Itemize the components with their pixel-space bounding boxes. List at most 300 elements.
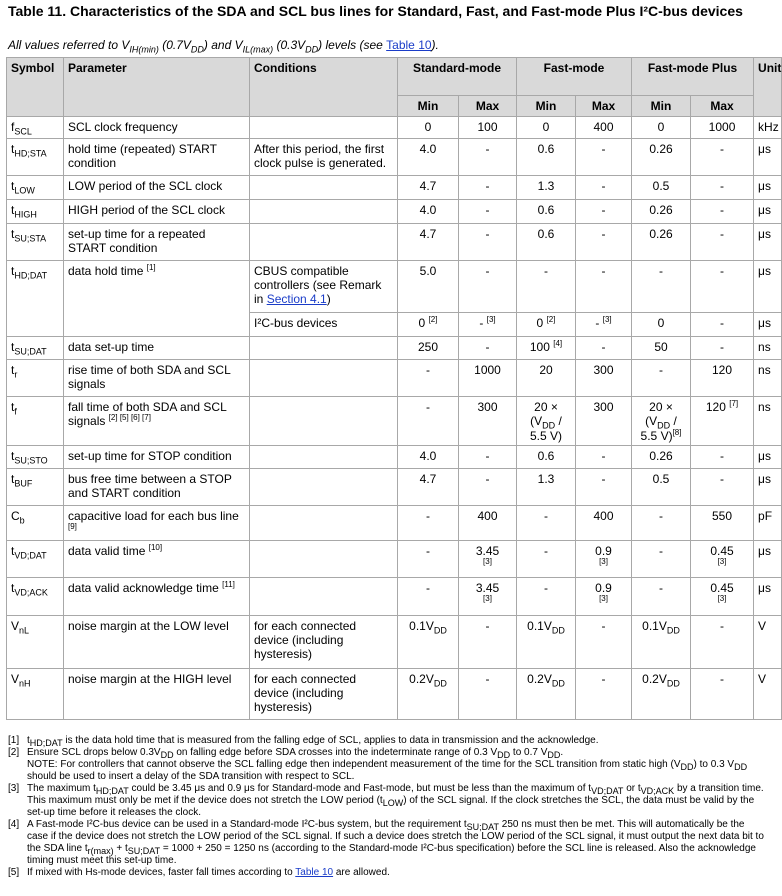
parameter-cell: noise margin at the HIGH level [64, 669, 250, 720]
note-fragment: should be used to insert a delay of the SDA transition with respect to SCL. [27, 771, 355, 782]
value-cell [691, 578, 754, 616]
footnote-ref: [3] [717, 557, 727, 567]
note-5 [8, 867, 765, 879]
note-text [27, 819, 765, 867]
value-text: 3.45 [475, 544, 500, 559]
value-cell: 0 [632, 117, 691, 139]
value-cell: - [517, 261, 576, 313]
value-text: / 5.5 V) [640, 414, 677, 444]
table-row [7, 669, 782, 720]
table-row [7, 261, 782, 313]
value-text: 20 × (V [530, 400, 558, 428]
value-cell [576, 578, 632, 616]
symbol-cell [7, 616, 64, 669]
value-text: 0.45 [710, 581, 734, 596]
table-row [7, 117, 782, 139]
note-number: [3] [8, 783, 20, 794]
subtitle-text: ) levels (see [318, 38, 387, 52]
value-cell: - [459, 261, 517, 313]
value-subscript: DD [551, 678, 565, 689]
symbol-subscript: VD;ACK [14, 587, 48, 598]
note-fragment: Ensure SCL drops below 0.3V [27, 747, 161, 758]
value-cell [517, 397, 576, 446]
symbol-subscript: nH [19, 678, 31, 689]
unit-cell: μs [754, 446, 782, 469]
value-cell: - [576, 176, 632, 200]
footnote-ref: [8] [672, 428, 682, 438]
header-symbol: Symbol [7, 58, 64, 117]
table-row [7, 176, 782, 200]
value-cell: 0.6 [517, 446, 576, 469]
value-text: 0.9 [595, 544, 612, 559]
unit-cell: V [754, 616, 782, 669]
unit-cell: μs [754, 139, 782, 176]
value-cell: - [517, 541, 576, 578]
conditions-cell [250, 261, 398, 313]
conditions-cell [250, 541, 398, 578]
note-fragment: A Fast-mode I²C-bus device can be used in a Standard-mode I²C-bus system, but the requirement t [27, 819, 467, 830]
value-cell: - [691, 313, 754, 337]
unit-cell: pF [754, 506, 782, 541]
conditions-cell [250, 224, 398, 261]
value-cell: - [632, 541, 691, 578]
conditions-text: ) [326, 292, 331, 306]
symbol-cell [7, 337, 64, 360]
conditions-cell: I²C-bus devices [250, 313, 398, 337]
value-subscript: DD [542, 420, 556, 431]
parameter-cell [64, 541, 250, 578]
parameter-cell [64, 261, 250, 337]
note-fragment: by a transition time. This maximum must only be met if the device does not stretch the LOW period (t [27, 783, 764, 806]
symbol-text: V [11, 672, 20, 687]
value-text: 0 [536, 316, 544, 330]
footnote-ref: [3] [599, 594, 608, 604]
symbol-text: t [11, 400, 15, 414]
value-cell: 0 [398, 117, 459, 139]
value-cell: - [632, 578, 691, 616]
note-2 [8, 747, 765, 783]
conditions-cell [250, 506, 398, 541]
value-text: 20 × (V [645, 400, 673, 428]
symbol-subscript: SU;DAT [14, 346, 47, 357]
conditions-cell [250, 397, 398, 446]
value-cell: 4.7 [398, 469, 459, 506]
symbol-subscript: nL [19, 625, 30, 636]
note-text [27, 783, 765, 819]
symbol-text: t [11, 449, 15, 464]
value-cell [632, 616, 691, 669]
characteristics-table [6, 57, 782, 720]
subtitle-text: ). [431, 38, 439, 52]
header-min: Min [398, 96, 459, 117]
conditions-cell: for each connected device (including hysteresis) [250, 669, 398, 720]
value-cell: 4.7 [398, 176, 459, 200]
header-min: Min [632, 96, 691, 117]
value-cell: 550 [691, 506, 754, 541]
note-1 [8, 735, 765, 747]
header-standard-mode: Standard-mode [398, 58, 517, 96]
value-cell: 0.6 [517, 200, 576, 224]
value-cell: 0.26 [632, 224, 691, 261]
value-cell: 400 [459, 506, 517, 541]
table-row [7, 506, 782, 541]
value-cell [398, 313, 459, 337]
section-4-1-link[interactable]: Section 4.1 [266, 292, 327, 306]
symbol-cell [7, 139, 64, 176]
header-max: Max [459, 96, 517, 117]
unit-cell: V [754, 669, 782, 720]
footnote-ref: [9] [68, 522, 77, 532]
value-cell [691, 397, 754, 446]
parameter-cell [64, 397, 250, 446]
note-fragment: on falling edge before SDA crosses into the indeterminate range of 0.3 V [173, 747, 498, 758]
table-row [7, 469, 782, 506]
value-cell: - [576, 200, 632, 224]
header-fast-mode-plus: Fast-mode Plus [632, 58, 754, 96]
note-3 [8, 783, 765, 819]
subtitle-subscript: DD [305, 44, 319, 55]
note-subscript: LOW [382, 798, 404, 808]
value-cell: - [576, 139, 632, 176]
symbol-subscript: BUF [14, 478, 33, 489]
value-cell: 0.5 [632, 176, 691, 200]
value-cell: 0.5 [632, 469, 691, 506]
note-subscript: DD [680, 762, 694, 772]
note-fragment: is the data hold time that is measured from the falling edge of SCL, applies to data in transmission and the acknowledge. [62, 735, 599, 746]
parameter-cell: noise margin at the LOW level [64, 616, 250, 669]
symbol-subscript: VD;DAT [14, 550, 47, 561]
parameter-cell: hold time (repeated) START condition [64, 139, 250, 176]
header-max: Max [691, 96, 754, 117]
note-subscript: DD [734, 762, 748, 772]
note-subscript: DD [497, 750, 511, 760]
symbol-cell [7, 469, 64, 506]
symbol-subscript: HD;DAT [14, 270, 48, 281]
value-cell [517, 669, 576, 720]
value-cell: 20 [517, 360, 576, 397]
value-cell: 1.3 [517, 469, 576, 506]
value-cell: - [398, 541, 459, 578]
value-cell: - [517, 506, 576, 541]
note-fragment: The maximum t [27, 783, 96, 794]
unit-cell: μs [754, 469, 782, 506]
value-cell: - [691, 224, 754, 261]
parameter-text: data valid acknowledge time [68, 581, 219, 596]
footnote-ref: [3] [599, 557, 608, 567]
conditions-cell [250, 578, 398, 616]
value-cell: 0.6 [517, 224, 576, 261]
note-subscript: SU;DAT [466, 822, 499, 832]
symbol-cell [7, 541, 64, 578]
value-cell [459, 578, 517, 616]
table-row [7, 139, 782, 176]
value-cell: 0 [632, 313, 691, 337]
parameter-cell [64, 506, 250, 541]
value-cell: 1000 [691, 117, 754, 139]
value-cell: - [691, 176, 754, 200]
parameter-cell: set-up time for STOP condition [64, 446, 250, 469]
note-fragment: ) to 0.3 V [693, 759, 735, 770]
symbol-text: t [11, 472, 15, 487]
value-cell [398, 616, 459, 669]
footnote-ref: [3] [602, 315, 612, 324]
value-cell: - [691, 469, 754, 506]
value-text: - [595, 316, 600, 330]
value-cell: - [517, 578, 576, 616]
value-text: / 5.5 V) [530, 414, 563, 444]
subtitle-text: (0.7V [158, 38, 191, 52]
header-conditions: Conditions [250, 58, 398, 117]
value-text: 120 [705, 400, 726, 414]
symbol-text: t [11, 363, 15, 377]
value-cell: - [632, 506, 691, 541]
table-10-link[interactable]: Table 10 [295, 867, 334, 878]
value-cell: 0.26 [632, 200, 691, 224]
symbol-text: t [11, 179, 15, 193]
symbol-subscript: SU;STA [14, 233, 47, 244]
parameter-text: data hold time [68, 264, 144, 278]
value-cell: 1000 [459, 360, 517, 397]
value-cell: - [459, 176, 517, 200]
subtitle-text: All values referred to V [8, 38, 130, 52]
note-fragment: . [560, 747, 564, 758]
value-cell [459, 541, 517, 578]
value-cell: - [691, 616, 754, 669]
value-cell: 300 [459, 397, 517, 446]
value-cell: - [459, 669, 517, 720]
conditions-cell: After this period, the first clock pulse is generated. [250, 139, 398, 176]
note-text [27, 867, 765, 879]
value-cell: - [576, 669, 632, 720]
unit-cell: ns [754, 337, 782, 360]
symbol-text: t [11, 142, 15, 156]
symbol-text: t [11, 203, 15, 217]
value-cell: 1.3 [517, 176, 576, 200]
value-cell: - [632, 360, 691, 397]
value-text: 3.45 [475, 581, 500, 596]
value-cell: - [691, 261, 754, 313]
conditions-cell [250, 117, 398, 139]
symbol-text: t [11, 544, 15, 559]
value-cell: 5.0 [398, 261, 459, 313]
value-cell [576, 541, 632, 578]
parameter-cell: HIGH period of the SCL clock [64, 200, 250, 224]
footnote-ref: [3] [486, 315, 496, 324]
value-cell: - [691, 446, 754, 469]
table-10-link[interactable]: Table 10 [386, 38, 432, 52]
symbol-text: t [11, 340, 15, 354]
table-row [7, 446, 782, 469]
value-cell: 0.26 [632, 446, 691, 469]
symbol-text: C [11, 509, 20, 524]
value-cell: - [459, 139, 517, 176]
header-parameter: Parameter [64, 58, 250, 117]
footnote-ref: [2] [546, 315, 556, 324]
value-subscript: DD [666, 678, 680, 689]
footnote-ref: [4] [553, 339, 563, 348]
symbol-cell [7, 200, 64, 224]
value-cell: - [576, 616, 632, 669]
note-subscript: DD [160, 750, 174, 760]
value-cell: - [459, 200, 517, 224]
symbol-text: t [11, 227, 15, 241]
footnote-ref: [2] [428, 315, 438, 324]
parameter-cell: SCL clock frequency [64, 117, 250, 139]
value-cell [517, 313, 576, 337]
value-text: - [479, 316, 484, 330]
symbol-cell [7, 506, 64, 541]
value-cell [691, 541, 754, 578]
value-text: 0.2V [409, 672, 434, 687]
conditions-cell [250, 176, 398, 200]
symbol-subscript: SU;STO [14, 455, 48, 466]
subtitle-subscript: IH(min) [129, 44, 159, 55]
value-cell: - [459, 446, 517, 469]
note-subscript: VD;ACK [640, 786, 675, 796]
symbol-subscript: SCL [14, 126, 32, 137]
value-text: 0.9 [595, 581, 612, 596]
footnote-ref: [3] [483, 594, 492, 604]
value-text: 0.1V [409, 619, 434, 634]
unit-cell: μs [754, 176, 782, 200]
value-cell: 250 [398, 337, 459, 360]
value-text: 0.45 [710, 544, 734, 559]
unit-cell: μs [754, 578, 782, 616]
note-subscript: HD;DAT [95, 786, 129, 796]
table-subtitle [8, 37, 439, 53]
value-cell: 400 [576, 506, 632, 541]
value-cell: - [576, 337, 632, 360]
value-text: 0.1V [527, 619, 552, 634]
symbol-cell [7, 117, 64, 139]
value-cell: - [691, 337, 754, 360]
symbol-subscript: f [14, 406, 17, 417]
value-cell [576, 313, 632, 337]
subtitle-text: ) and V [203, 38, 243, 52]
value-cell [632, 669, 691, 720]
note-fragment: = 1000 + 250 = 1250 ns (according to the Standard-mode I²C-bus specification) before the SCL line is released. Also the acknowledge timing must meet this set-up time. [27, 843, 756, 866]
note-fragment: t [27, 735, 30, 746]
value-text: 0.1V [642, 619, 667, 634]
conditions-cell [250, 446, 398, 469]
note-fragment: to 0.7 V [510, 747, 548, 758]
value-cell: 300 [576, 360, 632, 397]
table-row [7, 224, 782, 261]
value-cell: - [576, 224, 632, 261]
table-row [7, 200, 782, 224]
note-number: [5] [8, 867, 20, 878]
value-cell: - [576, 261, 632, 313]
value-subscript: DD [433, 625, 447, 636]
parameter-cell [64, 578, 250, 616]
note-subscript: HD;DAT [29, 738, 63, 748]
unit-cell: μs [754, 541, 782, 578]
note-fragment: + t [113, 843, 128, 854]
conditions-text: CBUS compatible controllers (see Remark in [254, 264, 382, 306]
value-cell: 100 [459, 117, 517, 139]
symbol-cell [7, 446, 64, 469]
table-row [7, 360, 782, 397]
value-cell: - [398, 578, 459, 616]
value-cell: 4.0 [398, 139, 459, 176]
unit-cell: kHz [754, 117, 782, 139]
note-fragment: If mixed with Hs-mode devices, faster fall times according to [27, 867, 296, 878]
value-cell: - [691, 139, 754, 176]
symbol-cell [7, 176, 64, 200]
symbol-subscript: b [19, 515, 25, 526]
value-text: 0 [418, 316, 426, 330]
parameter-text: capacitive load for each bus line [68, 509, 239, 524]
symbol-text: f [11, 120, 15, 134]
symbol-cell [7, 578, 64, 616]
footnote-ref: [2] [5] [6] [7] [108, 413, 151, 422]
symbol-subscript: HIGH [14, 209, 37, 220]
footnote-ref: [10] [148, 543, 163, 553]
unit-cell: μs [754, 261, 782, 313]
value-cell [632, 397, 691, 446]
value-cell: - [459, 616, 517, 669]
note-subscript: VD;DAT [591, 786, 624, 796]
table-row [7, 616, 782, 669]
conditions-cell [250, 200, 398, 224]
note-fragment: 250 ns must then be met. This will automatically be the case if the device does not stretch the LOW period of the SCL signal. If such a device does stretch the LOW period of the SCL signal, it must output the next data bit to the SDA line t [27, 819, 764, 854]
note-fragment: could be 3.45 μs and 0.9 μs for Standard-mode and Fast-mode, but must be less than the maximum of t [128, 783, 592, 794]
value-subscript: DD [551, 625, 565, 636]
note-number: [2] [8, 747, 20, 758]
value-cell: - [691, 200, 754, 224]
unit-cell: μs [754, 200, 782, 224]
value-cell [398, 669, 459, 720]
note-fragment: ) of the SCL signal. If the clock stretches the SCL, the data must be valid by the set-up time before it releases the clock. [27, 795, 755, 818]
value-cell: - [459, 337, 517, 360]
header-fast-mode: Fast-mode [517, 58, 632, 96]
value-cell: 0 [517, 117, 576, 139]
conditions-cell [250, 337, 398, 360]
value-cell: - [459, 224, 517, 261]
value-cell: 4.0 [398, 446, 459, 469]
value-text: 100 [529, 340, 550, 354]
symbol-subscript: HD;STA [14, 148, 47, 159]
value-subscript: DD [433, 678, 447, 689]
note-subscript: r(max) [87, 846, 114, 856]
subtitle-text: (0.3V [273, 38, 306, 52]
conditions-cell [250, 360, 398, 397]
value-cell: - [576, 446, 632, 469]
unit-cell: ns [754, 397, 782, 446]
parameter-text: fall time of both SDA and SCL signals [68, 400, 227, 428]
note-subscript: SU;DAT [127, 846, 161, 856]
table-row [7, 337, 782, 360]
parameter-cell: LOW period of the SCL clock [64, 176, 250, 200]
value-cell [459, 313, 517, 337]
subtitle-subscript: DD [190, 44, 204, 55]
note-text [27, 735, 765, 747]
symbol-text: V [11, 619, 20, 634]
note-fragment: or t [623, 783, 641, 794]
footnote-ref: [11] [222, 580, 235, 590]
note-subscript: DD [547, 750, 561, 760]
symbol-subscript: r [14, 369, 18, 380]
value-cell: 4.0 [398, 200, 459, 224]
value-cell [517, 616, 576, 669]
note-number: [4] [8, 819, 20, 830]
value-cell: - [691, 669, 754, 720]
value-cell: 0.26 [632, 139, 691, 176]
value-text: 0.2V [527, 672, 552, 687]
conditions-cell [250, 469, 398, 506]
symbol-cell [7, 397, 64, 446]
unit-cell: ns [754, 360, 782, 397]
